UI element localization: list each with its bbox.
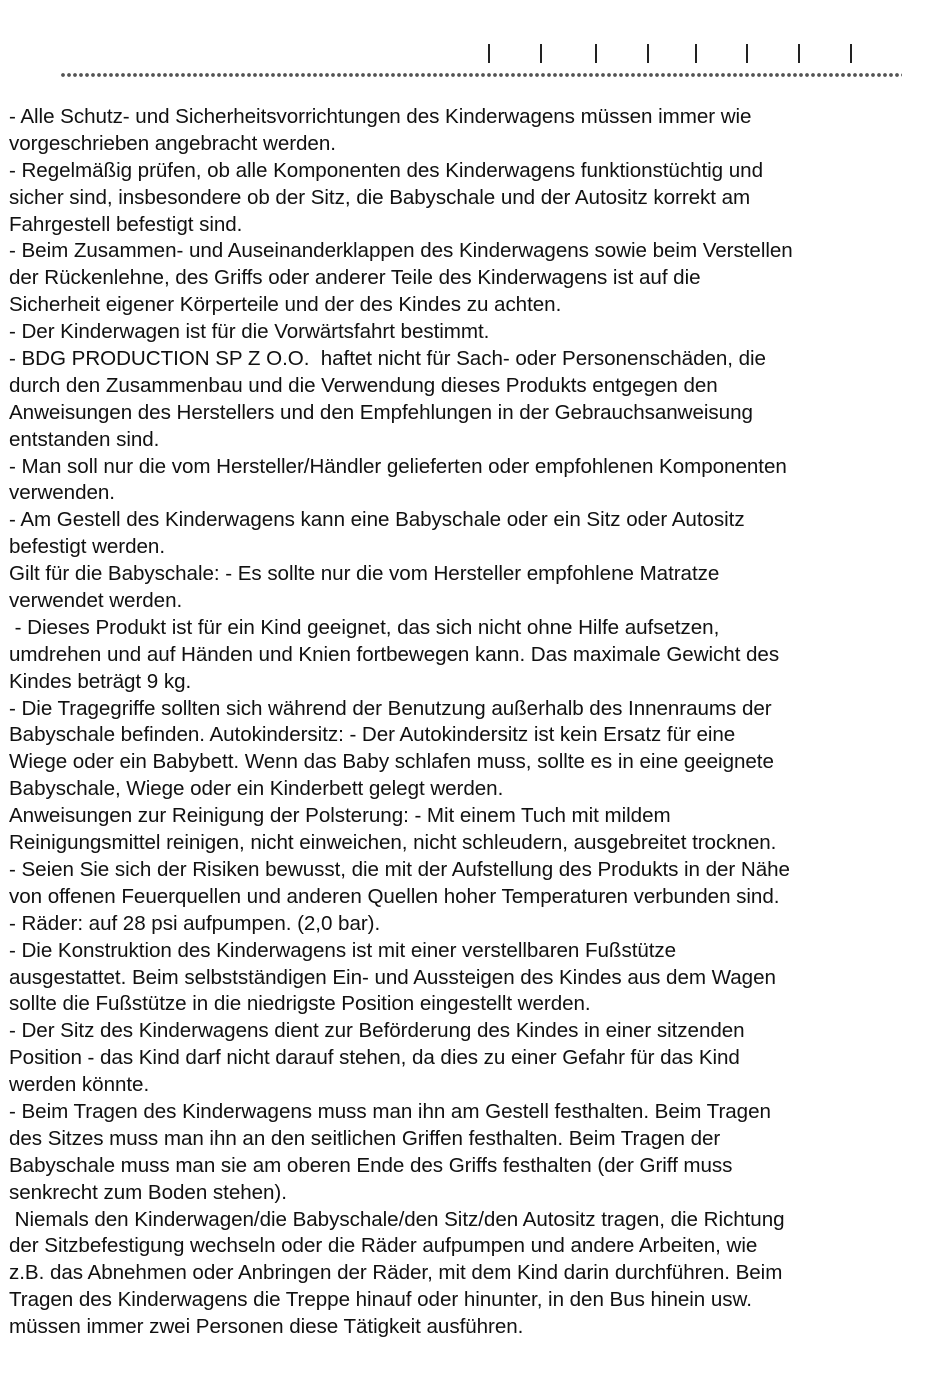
text-line: - Beim Tragen des Kinderwagens muss man ihn am Gestell festhalten. Beim Tragen (9, 1099, 771, 1123)
text-line: von offenen Feuerquellen und anderen Quellen hoher Temperaturen verbunden sind. (9, 884, 780, 908)
text-line: befestigt werden. (9, 535, 165, 559)
text-line: - Der Kinderwagen ist für die Vorwärtsfahrt bestimmt. (9, 320, 490, 344)
text-line: - Seien Sie sich der Risiken bewusst, die mit der Aufstellung des Produkts in der Nähe (9, 857, 790, 881)
page-header (0, 0, 950, 95)
tick-mark (488, 44, 490, 63)
tick-marks (0, 44, 950, 66)
text-line: Babyschale, Wiege oder ein Kinderbett gelegt werden. (9, 777, 504, 801)
text-line: der Sitzbefestigung wechseln oder die Räder aufpumpen und andere Arbeiten, wie (9, 1234, 758, 1258)
text-line: Gilt für die Babyschale: - Es sollte nur die vom Hersteller empfohlene Matratze (9, 562, 720, 586)
text-line: Wiege oder ein Babybett. Wenn das Baby schlafen muss, sollte es in eine geeignete (9, 750, 774, 774)
text-line: verwendet werden. (9, 589, 183, 613)
tick-mark (647, 44, 649, 63)
text-line: - Man soll nur die vom Hersteller/Händler gelieferten oder empfohlenen Komponenten (9, 454, 787, 478)
text-line: Tragen des Kinderwagens die Treppe hinauf oder hinunter, in den Bus hinein usw. (9, 1288, 752, 1312)
text-line: - BDG PRODUCTION SP Z O.O. haftet nicht für Sach- oder Personenschäden, die (9, 347, 766, 371)
tick-mark (798, 44, 800, 63)
text-line: Position - das Kind darf nicht darauf stehen, da dies zu einer Gefahr für das Kind (9, 1046, 740, 1070)
tick-mark (540, 44, 542, 63)
tick-mark (695, 44, 697, 63)
text-line: - Räder: auf 28 psi aufpumpen. (2,0 bar). (9, 911, 381, 935)
text-line: Niemals den Kinderwagen/die Babyschale/den Sitz/den Autositz tragen, die Richtung (9, 1207, 785, 1231)
tick-mark (850, 44, 852, 63)
text-line: ausgestattet. Beim selbstständigen Ein- und Aussteigen des Kindes aus dem Wagen (9, 965, 776, 989)
text-line: - Beim Zusammen- und Auseinanderklappen des Kinderwagens sowie beim Verstellen (9, 239, 793, 263)
text-line: müssen immer zwei Personen diese Tätigkeit ausführen. (9, 1315, 524, 1339)
text-line: umdrehen und auf Händen und Knien fortbewegen kann. Das maximale Gewicht des (9, 642, 780, 666)
tick-mark (595, 44, 597, 63)
text-line: z.B. das Abnehmen oder Anbringen der Räder, mit dem Kind darin durchführen. Beim (9, 1261, 783, 1285)
text-line: vorgeschrieben angebracht werden. (9, 131, 336, 155)
text-line: Anweisungen zur Reinigung der Polsterung: - Mit einem Tuch mit mildem (9, 804, 671, 828)
text-line: - Alle Schutz- und Sicherheitsvorrichtungen des Kinderwagens müssen immer wie (9, 105, 752, 128)
safety-instructions-text (9, 104, 939, 1341)
text-line: der Rückenlehne, des Griffs oder anderer Teile des Kinderwagens ist auf die (9, 266, 701, 290)
text-line: senkrecht zum Boden stehen). (9, 1180, 287, 1204)
text-line: - Die Tragegriffe sollten sich während der Benutzung außerhalb des Innenraums der (9, 696, 772, 720)
text-line: Sicherheit eigener Körperteile und der des Kindes zu achten. (9, 293, 562, 317)
text-line: Reinigungsmittel reinigen, nicht einweichen, nicht schleudern, ausgebreitet trocknen. (9, 831, 777, 855)
text-line: des Sitzes muss man ihn an den seitlichen Griffen festhalten. Beim Tragen der (9, 1126, 721, 1150)
text-line: - Die Konstruktion des Kinderwagens ist mit einer verstellbaren Fußstütze (9, 938, 677, 962)
text-line: Babyschale befinden. Autokindersitz: - Der Autokindersitz ist kein Ersatz für eine (9, 723, 736, 747)
text-line: sicher sind, insbesondere ob der Sitz, die Babyschale und der Autositz korrekt am (9, 185, 751, 209)
text-line: - Am Gestell des Kinderwagens kann eine Babyschale oder ein Sitz oder Autositz (9, 508, 745, 532)
text-line: Babyschale muss man sie am oberen Ende des Griffs festhalten (der Griff muss (9, 1153, 733, 1177)
text-line: Fahrgestell befestigt sind. (9, 212, 243, 236)
text-line: - Der Sitz des Kinderwagens dient zur Beförderung des Kindes in einer sitzenden (9, 1019, 745, 1043)
text-line: - Regelmäßig prüfen, ob alle Komponenten des Kinderwagens funktionstüchtig und (9, 158, 763, 182)
text-line: sollte die Fußstütze in die niedrigste Position eingestellt werden. (9, 992, 591, 1016)
text-line: Kindes beträgt 9 kg. (9, 669, 192, 693)
text-line: Anweisungen des Herstellers und den Empfehlungen in der Gebrauchsanweisung (9, 400, 753, 424)
text-line: - Dieses Produkt ist für ein Kind geeignet, das sich nicht ohne Hilfe aufsetzen, (9, 615, 720, 639)
text-line: durch den Zusammenbau und die Verwendung dieses Produkts entgegen den (9, 373, 718, 397)
dotted-separator (60, 71, 902, 79)
text-line: verwenden. (9, 481, 115, 505)
text-line: werden könnte. (9, 1073, 150, 1097)
text-line: entstanden sind. (9, 427, 160, 451)
tick-mark (746, 44, 748, 63)
